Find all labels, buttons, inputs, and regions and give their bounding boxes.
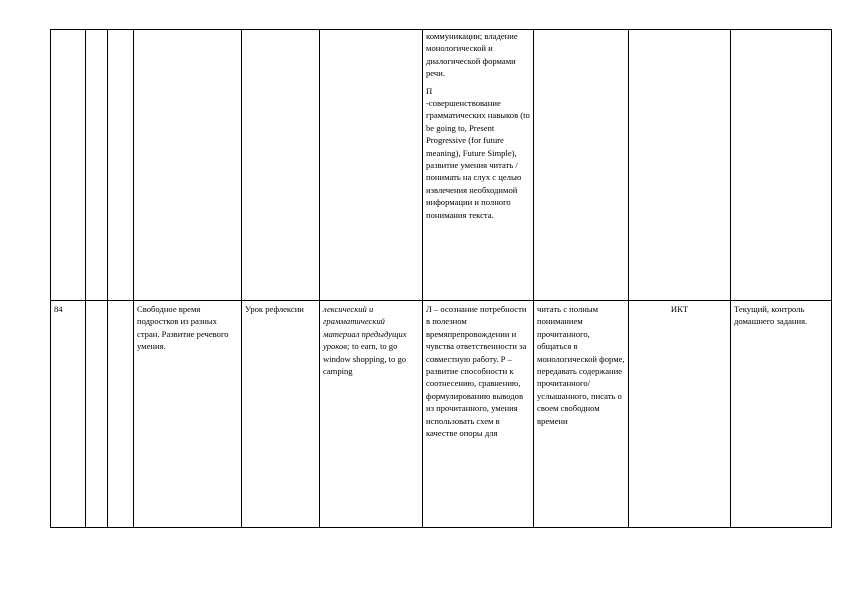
table-row-continuation xyxy=(51,30,832,301)
results-cognitive-label: П xyxy=(426,85,433,96)
cell-results xyxy=(423,30,534,301)
lesson-type: Урок рефлексии xyxy=(242,301,320,528)
lesson-results: Л – осознание потребности в полезном времяпрепровождении и чувства ответственности за совместную работу. Р – развитие способности к соотнесению, сравнению, формулированию выводов из прочитанного, умения использовать схем в качестве опоры для xyxy=(423,301,534,528)
cell-content xyxy=(320,30,423,301)
cell-date-plan xyxy=(86,30,108,301)
lesson-content xyxy=(320,301,423,528)
cell-control xyxy=(731,30,832,301)
lesson-control: Текущий, контроль домашнего задания. xyxy=(731,301,832,528)
cell-topic xyxy=(134,30,242,301)
cell-number xyxy=(51,30,86,301)
results-cognitive-text: -совершенствование грамматических навыков (to be going to, Present Progressive (for future meaning), Future Simple), развитие умения читать / понимать на слух с целью извлечения необходимой информации и полного понимания текста. xyxy=(426,98,530,220)
cell-lesson-type xyxy=(242,30,320,301)
cell-activities xyxy=(534,30,629,301)
cell-date-fact xyxy=(108,30,134,301)
lesson-activities: читать с полным пониманием прочитанного, общаться в монологической форме, передавать содержание прочитанного/услышанного, писать о своем свободном времени xyxy=(534,301,629,528)
lesson-plan-table xyxy=(50,29,832,528)
cell-date-fact xyxy=(108,301,134,528)
lesson-topic: Свободное время подростков из разных стран. Развитие речевого умения. xyxy=(134,301,242,528)
table-row-lesson-84 xyxy=(51,301,832,528)
cell-date-plan xyxy=(86,301,108,528)
lesson-ict: ИКТ xyxy=(629,301,731,528)
lesson-number: 84 xyxy=(51,301,86,528)
lesson-content-grammar: лексический и грамматический материал предыдущих уроков; xyxy=(323,304,407,352)
cell-ict xyxy=(629,30,731,301)
results-communication-text: коммуникации; владение монологической и диалогической формами речи. xyxy=(426,31,518,79)
lesson-content-vocabulary: to earn, to go window shopping, to go camping xyxy=(323,341,407,377)
